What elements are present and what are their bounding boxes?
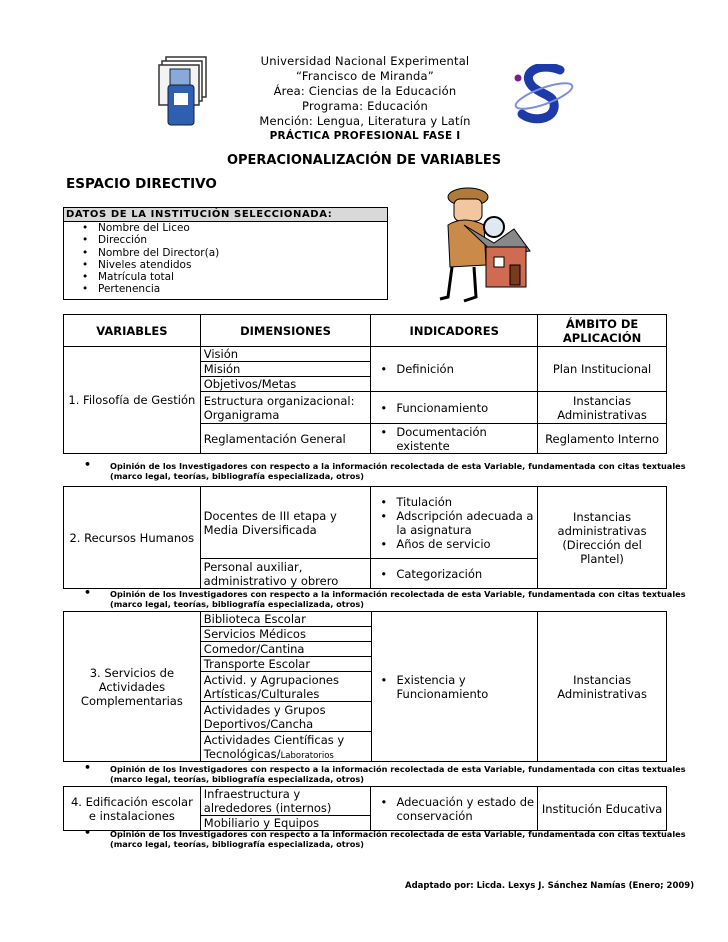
opinion-note-1: • Opinión de los Investigadores con respecto a la información recolectada de esta Variable, fundamentada con citas textuales (marco legal, teorías, bibliografía especializada, otros) (84, 458, 686, 481)
footer-credit: Adaptado por: Licda. Lexys J. Sánchez Namías (Enero; 2009) (405, 881, 695, 891)
section-title: ESPACIO DIRECTIVO (66, 176, 217, 192)
indicator-cell: • Existencia y Funcionamiento (371, 612, 538, 762)
header-mention: Mención: Lengua, Literatura y Latín (259, 114, 471, 128)
dimension-cell: Estructura organizacional: Organigrama (200, 392, 371, 424)
university-logo (158, 55, 216, 127)
education-logo (510, 64, 576, 126)
institution-heading: DATOS DE LA INSTITUCIÓN SELECCIONADA: (64, 208, 387, 222)
detective-house-illustration (434, 185, 534, 310)
dimension-cell: Reglamentación General (200, 424, 371, 454)
indicator-cell: • Adecuación y estado de conservación (371, 787, 538, 831)
indicator-cell: • Definición (371, 347, 538, 392)
opinion-note-3: • Opinión de los Investigadores con respecto a la información recolectada de esta Variable, fundamentada con citas textuales (marco legal, teorías, bibliografía especializada, otros) (84, 761, 686, 784)
page-title: OPERACIONALIZACIÓN DE VARIABLES (226, 153, 502, 168)
dimension-cell: Actividades y Grupos Deportivos/Cancha (200, 702, 371, 732)
indicator-cell: • Documentación existente (371, 424, 538, 454)
dimension-cell: Servicios Médicos (200, 627, 371, 642)
dimension-cell: Infraestructura y alrededores (internos) (200, 787, 371, 816)
list-item: • Matrícula total (80, 271, 387, 283)
header-area: Área: Ciencias de la Educación (273, 84, 457, 98)
dimension-cell: Docentes de III etapa y Media Diversificada (200, 487, 371, 559)
variable-2: 2. Recursos Humanos (64, 487, 201, 589)
dimension-cell: Biblioteca Escolar (200, 612, 371, 627)
ambito-cell: Instancias administrativas (Dirección del Plantel) (538, 487, 667, 589)
header-variables: VARIABLES (64, 315, 201, 347)
dimension-cell: Comedor/Cantina (200, 642, 371, 657)
header-university: Universidad Nacional Experimental (260, 54, 470, 68)
variable-4: 4. Edificación escolar e instalaciones (64, 787, 201, 831)
list-item: • Nombre del Liceo (80, 222, 387, 234)
header-university-name: “Francisco de Miranda” (296, 69, 434, 83)
dimension-cell: Mobiliario y Equipos (200, 816, 371, 831)
dimension-cell: Objetivos/Metas (200, 377, 371, 392)
header-ambito: ÁMBITO DE APLICACIÓN (538, 315, 667, 347)
dimension-cell: Transporte Escolar (200, 657, 371, 672)
ambito-cell: Instancias Administrativas (538, 392, 667, 424)
dimension-cell: Activid. y Agrupaciones Artísticas/Culturales (200, 672, 371, 702)
variables-table-3 (63, 611, 667, 762)
header-program: Programa: Educación (302, 99, 428, 113)
header-dimensiones: DIMENSIONES (200, 315, 371, 347)
indicator-cell: • Categorización (371, 559, 538, 589)
dimension-cell: Misión (200, 362, 371, 377)
variable-1: 1. Filosofía de Gestión (64, 347, 201, 454)
ambito-cell: Instancias Administrativas (538, 612, 667, 762)
opinion-note-2: • Opinión de los Investigadores con respecto a la información recolectada de esta Variable, fundamentada con citas textuales (marco legal, teorías, bibliografía especializada, otros) (84, 586, 686, 609)
list-item: • Dirección (80, 234, 387, 246)
indicator-cell: • Titulación • Adscripción adecuada a la asignatura • Años de servicio (371, 487, 538, 559)
list-item: • Pertenencia (80, 283, 387, 295)
opinion-note-4: • Opinión de los Investigadores con respecto a la información recolectada de esta Variable, fundamentada con citas textuales (marco legal, teorías, bibliografía especializada, otros) (84, 826, 686, 849)
variables-table-4 (63, 786, 667, 831)
variable-3: 3. Servicios de Actividades Complementarias (64, 612, 201, 762)
ambito-cell: Institución Educativa (538, 787, 667, 831)
dimension-cell: Visión (200, 347, 371, 362)
header-block (230, 54, 500, 144)
variables-table-1 (63, 314, 667, 454)
list-item: • Nombre del Director(a) (80, 247, 387, 259)
variables-table-2 (63, 486, 667, 589)
institution-data-box (63, 207, 388, 300)
header-practice: PRÁCTICA PROFESIONAL FASE I (269, 130, 461, 142)
dimension-cell: Personal auxiliar, administrativo y obrero (200, 559, 371, 589)
ambito-cell: Reglamento Interno (538, 424, 667, 454)
ambito-cell: Plan Institucional (538, 347, 667, 392)
list-item: • Niveles atendidos (80, 259, 387, 271)
dimension-cell: Actividades Científicas y Tecnológicas/Laboratorios (200, 732, 371, 762)
indicator-cell: • Funcionamiento (371, 392, 538, 424)
header-indicadores: INDICADORES (371, 315, 538, 347)
